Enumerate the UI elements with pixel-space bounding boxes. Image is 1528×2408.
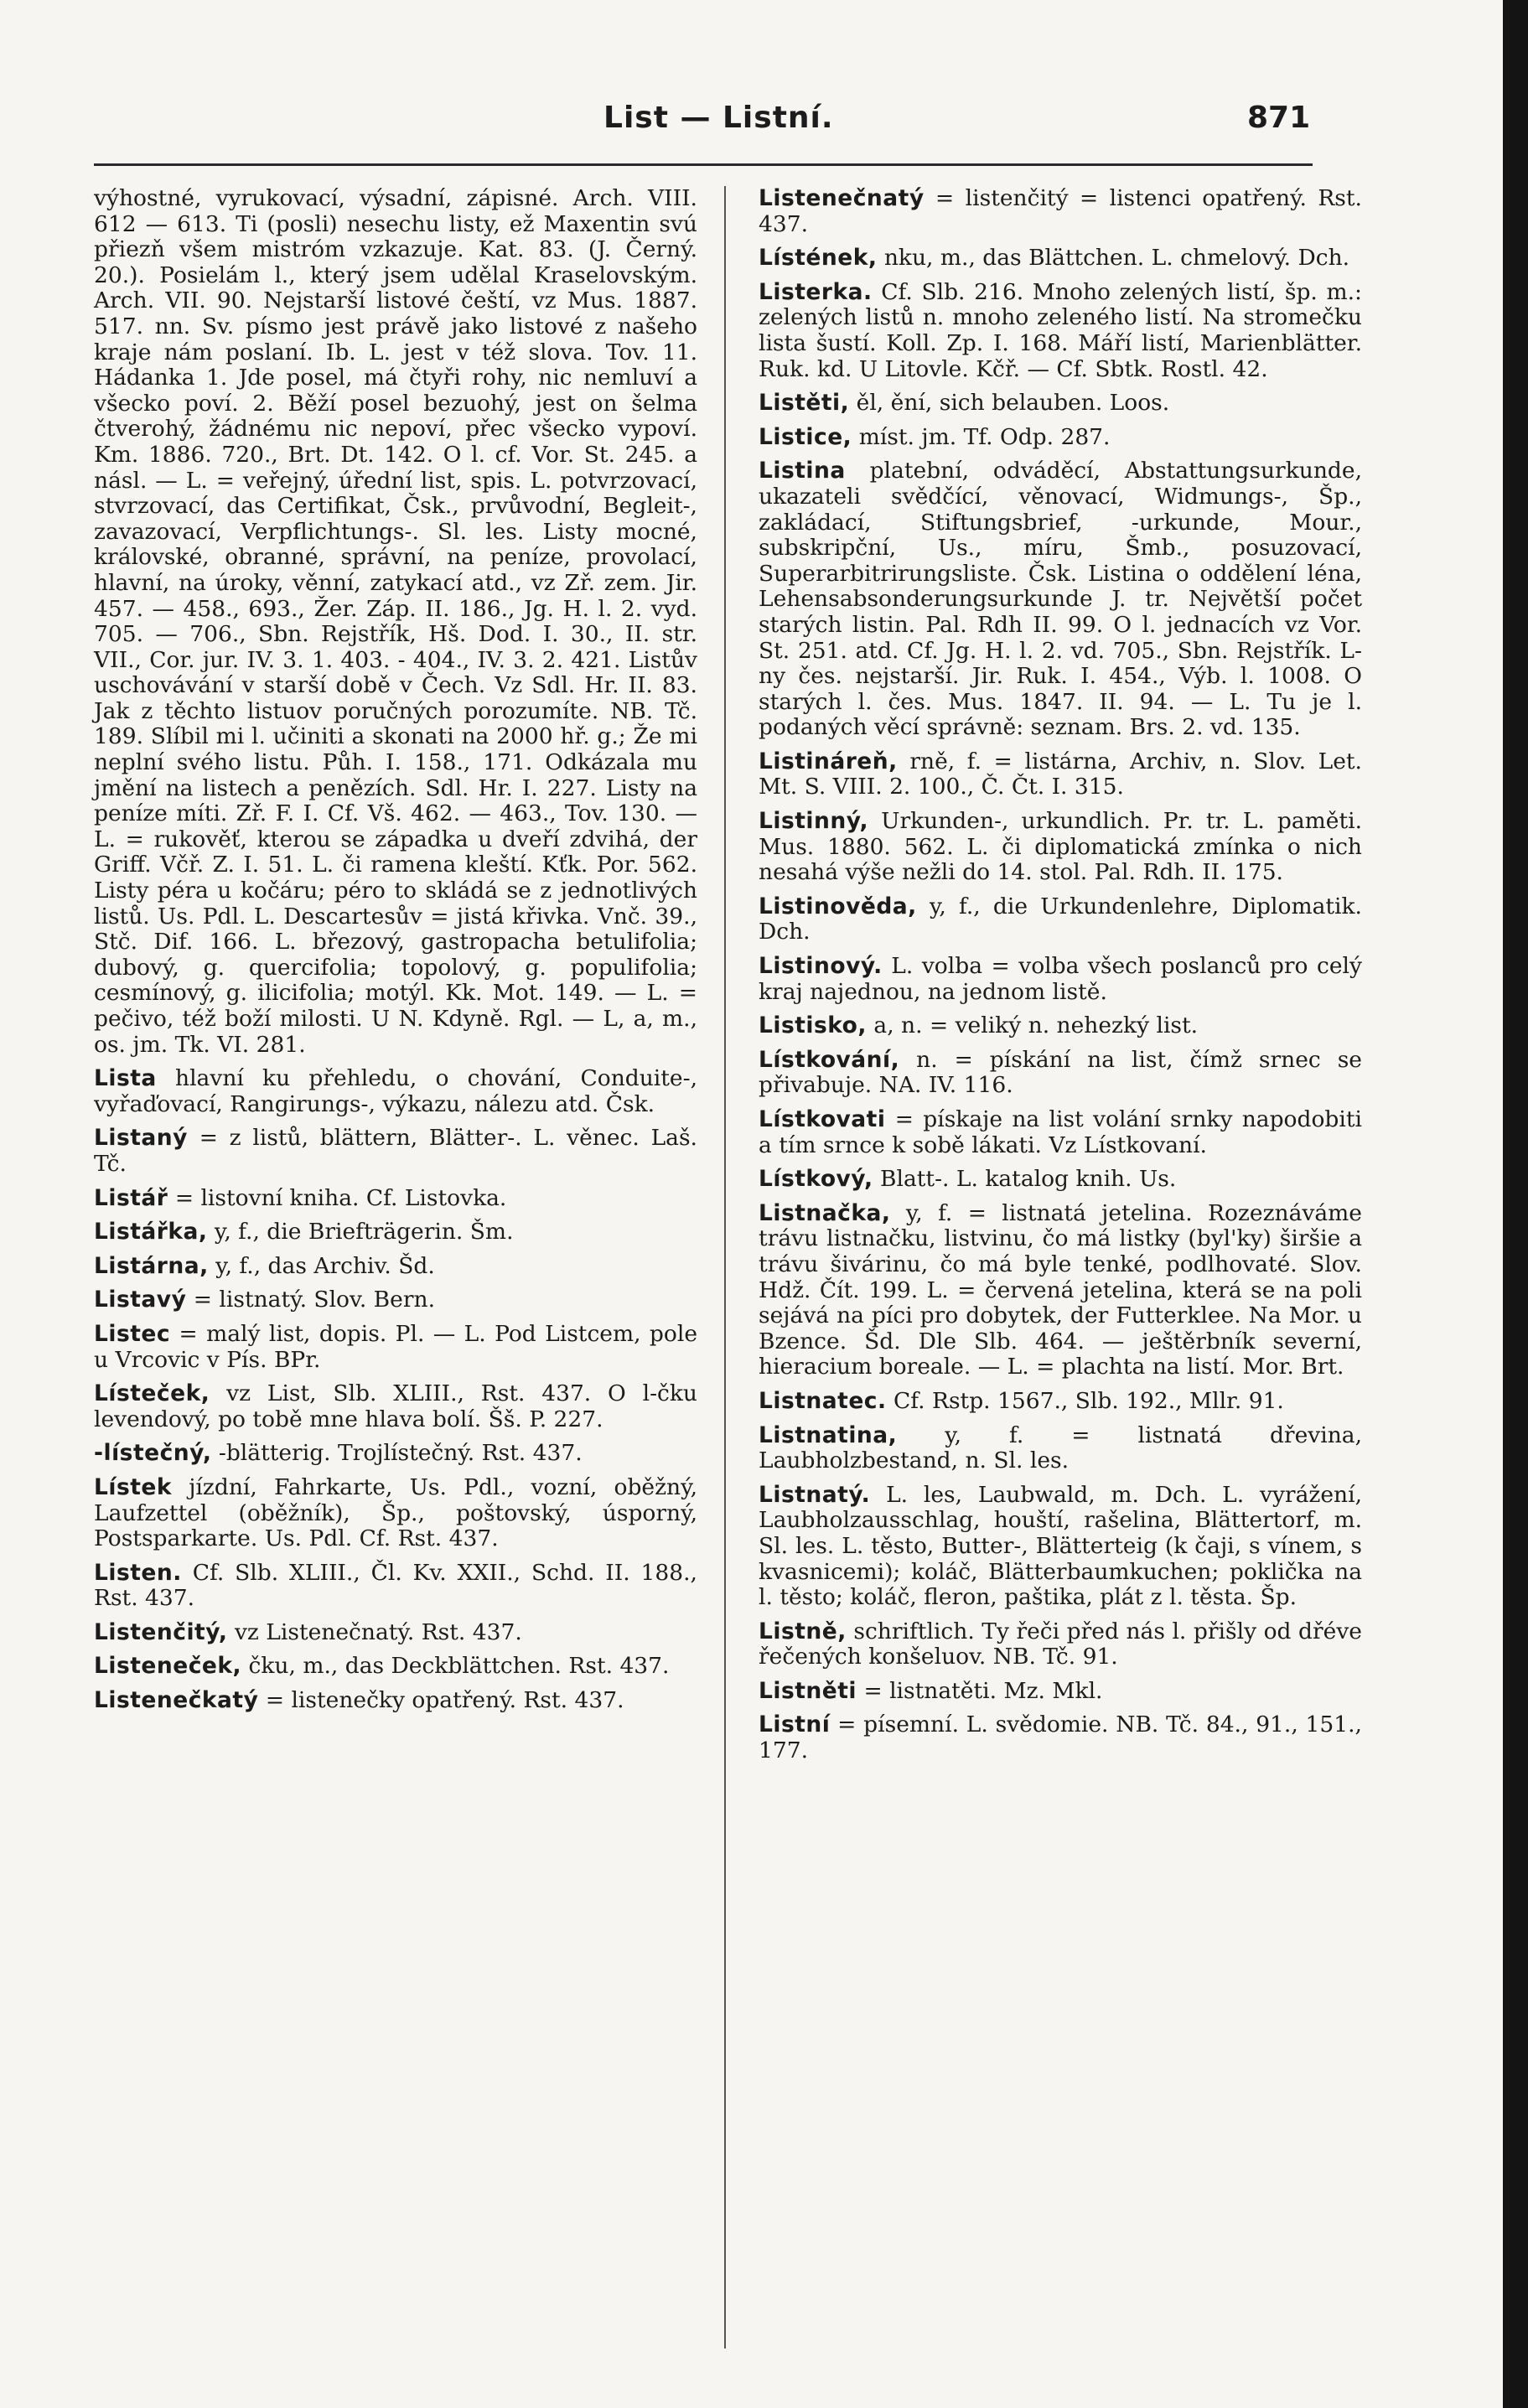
entry-headword: Listně,	[759, 1618, 847, 1644]
entry-text: y, f., die Urkundenlehre, Diplomatik. Dch.	[759, 893, 1362, 945]
dictionary-entry	[94, 1254, 697, 1280]
dictionary-entry	[759, 894, 1362, 945]
entry-headword: Lista	[94, 1065, 157, 1092]
left-column	[94, 186, 697, 1722]
dictionary-entry	[759, 1483, 1362, 1611]
dictionary-entry	[94, 1381, 697, 1432]
right-column	[759, 186, 1362, 1773]
entry-headword: Lístkování,	[759, 1046, 900, 1073]
entry-headword: Listaný	[94, 1125, 188, 1152]
running-head: List — Listní.	[603, 101, 834, 135]
entry-text: nku, m., das Blättchen. L. chmelový. Dch.	[883, 245, 1350, 272]
entry-headword: Listenečkatý	[94, 1687, 259, 1714]
entry-text: ěl, ění, sich belauben. Loos.	[856, 390, 1170, 417]
dictionary-entry	[759, 954, 1362, 1005]
dictionary-entry	[94, 1441, 697, 1467]
entry-headword: Lístkovati	[759, 1106, 886, 1132]
entry-headword: Lísteček,	[94, 1380, 210, 1407]
entry-headword: Listavý	[94, 1287, 187, 1313]
entry-headword: Listerka.	[759, 278, 873, 305]
column-divider	[724, 186, 726, 2348]
entry-headword: Listenečnatý	[759, 185, 925, 211]
dictionary-entry	[759, 1423, 1362, 1474]
entry-headword: Listárna,	[94, 1252, 209, 1279]
entry-text: hlavní ku přehledu, o chování, Conduite-, vyřaďovací, Rangirungs-, výkazu, nálezu atd. Čsk.	[94, 1065, 697, 1117]
dictionary-entry	[759, 1013, 1362, 1039]
entry-text: = listenečky opatřený. Rst. 437.	[265, 1687, 624, 1714]
entry-text: y, f. = listnatá dřevina, Laubholzbestand, n. Sl. les.	[759, 1421, 1362, 1474]
entry-headword: Listní	[759, 1711, 831, 1738]
entry-headword: Listeneček,	[94, 1653, 242, 1680]
entry-headword: Listnatina,	[759, 1421, 898, 1448]
header-rule	[94, 163, 1313, 166]
entry-headword: Listinověda,	[759, 893, 917, 919]
entry-headword: Listina	[759, 458, 846, 484]
dictionary-entry	[94, 1066, 697, 1117]
entry-text: čku, m., das Deckblättchen. Rst. 437.	[248, 1653, 670, 1680]
dictionary-entry	[759, 391, 1362, 417]
entry-headword: -lístečný,	[94, 1440, 212, 1467]
dictionary-entry	[759, 749, 1362, 800]
entry-headword: Listinný,	[759, 808, 869, 835]
entry-text: -blätterig. Trojlístečný. Rst. 437.	[218, 1440, 583, 1467]
entry-text: výhostné, vyrukovací, výsadní, zápisné. Arch. VIII. 612 — 613. Ti (posli) nesechu listy, ež Maxentin svú přiezň všem mistróm vzkazuje. Kat. 83. (J. Černý. 20.). Posielám l., který jsem udělal Kraselovským. Arch. VII. 90. Nejstarší listové čeští, vz Mus. 1887. 517. nn. Sv. písmo jest právě jako listové z našeho kraje nám poslaní. Ib. L. jest v též slova. Tov. 11. Hádanka 1. Jde posel, má čtyři rohy, nic nemluví a všecko poví. 2. Běží posel bezuohý, jest on šelma čtverohý, žádnému nic nepoví, přec všecko vypoví. Km. 1886. 720., Brt. Dt. 142. O l. cf. Vor. St. 245. a násl. — L. = veřejný, úřední list, spis. L. potvrzovací, stvrzovací, das Certifikat, Čsk., prvůvodní, Begleit-, zavazovací, Verpflichtungs-. Sl. les. Listy mocné, královské, obranné, správní, na peníze, provolací, hlavní, na úroky, věnní, zatykací atd., vz Zř. zem. Jir. 457. — 458., 693., Žer. Záp. II. 186., Jg. H. l. 2. vyd. 705. — 706., Sbn. Rejstřík, Hš. Dod. I. 30., II. str. VII., Cor. jur. IV. 3. 1. 403. - 404., IV. 3. 2. 421. Listův uschovávání v starší době v Čech. Vz Sdl. Hr. II. 83. Jak z těchto listuov poručných porozumíte. NB. Tč. 189. Slíbil mi l. učiniti a skonati na 2000 hř. g.; Že mi neplní svého listu. Půh. I. 158., 171. Odkázala mu jmění na listech a penězích. Sdl. Hr. I. 227. Listy na peníze míti. Zř. F. I. Cf. Vš. 462. — 463., Tov. 130. — L. = rukověť, kterou se západka u dveří zdvihá, der Griff. Včř. Z. I. 51. L. či ramena kleští. Kťk. Por. 562. Listy péra u kočáru; péro to skládá se z jednotlivých listů. Us. Pdl. L. Descartesův = jistá křivka. Vnč. 39., Stč. Dif. 166. L. březový, gastropacha betulifolia; dubový, g. quercifolia; topolový, g. populifolia; cesmínový, g. ilicifolia; motýl. Kk. Mot. 149. — L. = pečivo, též boží milosti. U N. Kdyně. Rgl. — L, a, m., os. jm. Tk. VI. 281.	[94, 185, 697, 1058]
entry-text: = pískaje na list volání srnky napodobiti a tím srnce k sobě lákati. Vz Lístkovaní.	[759, 1106, 1362, 1158]
entry-headword: Listen.	[94, 1559, 182, 1586]
dictionary-entry	[759, 1389, 1362, 1415]
dictionary-entry	[759, 1679, 1362, 1705]
entry-text: = listenčitý = listenci opatřený. Rst. 437.	[759, 185, 1362, 237]
entry-text: platební, odváděcí, Abstattungsurkunde, ukazateli svědčící, věnovací, Widmungs-, Šp., zakládací, Stiftungsbrief, -urkunde, Mour., subskripční, Us., míru, Šmb., posuzovací, Superarbitrirungsliste. Čsk. Listina o oddělení léna, Lehensabsonderungsurkunde J. tr. Největší počet starých listin. Pal. Rdh II. 99. O l. jednacích vz Vor. St. 251. atd. Cf. Jg. H. l. 2. vd. 705., Sbn. Rejstřík. L-ny čes. nejstarší. Jir. Ruk. I. 454., Výb. l. 1008. O starých l. čes. Mus. 1847. II. 94. — L. Tu je l. podaných věcí správně: seznam. Brs. 2. vd. 135.	[759, 458, 1362, 741]
entry-headword: Listněti	[759, 1677, 857, 1704]
dictionary-entry	[759, 458, 1362, 741]
entry-text: = z listů, blättern, Blätter-. L. věnec. Laš. Tč.	[94, 1125, 697, 1177]
entry-headword: Listenčitý,	[94, 1618, 228, 1645]
entry-headword: Lístek	[94, 1473, 173, 1500]
dictionary-entry	[759, 1619, 1362, 1670]
page-number: 871	[1247, 101, 1311, 135]
scan-dark-edge	[1503, 0, 1528, 2408]
entry-text: y, f. = listnatá jetelina. Rozeznáváme trávu listnačku, listvinu, čo má listky (byl'ky) širšie a trávu šivárinu, čo má byle tenké, podlhovaté. Slov. Hdž. Čít. 199. L. = červená jetelina, která se na poli sejává na píci pro dobytek, der Futterklee. Na Mor. u Bzence. Šd. Dle Slb. 464. — ještěrbník severní, hieracium boreale. — L. = plachta na listí. Mor. Brt.	[759, 1199, 1362, 1380]
dictionary-entry	[94, 1654, 697, 1680]
dictionary-entry	[94, 1186, 697, 1212]
entry-headword: Listisko,	[759, 1012, 867, 1039]
entry-text: schriftlich. Ty řeči před nás l. přišly od dřéve řečených konšeluov. NB. Tč. 91.	[759, 1618, 1362, 1670]
dictionary-entry	[94, 1475, 697, 1552]
dictionary-entry	[94, 1287, 697, 1313]
entry-text: L. volba = volba všech poslanců pro celý kraj najednou, na jednom listě.	[759, 953, 1362, 1005]
entry-text: Cf. Slb. XLIII., Čl. Kv. XXII., Schd. II. 188., Rst. 437.	[94, 1559, 697, 1612]
dictionary-entry	[94, 1322, 697, 1373]
entry-headword: Listice,	[759, 423, 852, 450]
dictionary-entry	[94, 1620, 697, 1646]
dictionary-entry	[759, 1048, 1362, 1099]
entry-text: = malý list, dopis. Pl. — L. Pod Listcem, pole u Vrcovic v Pís. BPr.	[94, 1320, 697, 1373]
dictionary-entry	[94, 1220, 697, 1245]
entry-headword: Lístének,	[759, 245, 878, 272]
dictionary-entry	[759, 1201, 1362, 1380]
entry-text: rně, f. = listárna, Archiv, n. Slov. Let. Mt. S. VIII. 2. 100., Č. Čt. I. 315.	[759, 748, 1362, 800]
entry-text: y, f., die Briefträgerin. Šm.	[214, 1219, 514, 1245]
entry-text: = listnatý. Slov. Bern.	[193, 1287, 435, 1313]
entry-text: vz List, Slb. XLIII., Rst. 437. O l-čku levendový, po tobě mne hlava bolí. Šš. P. 227.	[94, 1380, 697, 1432]
dictionary-entry	[94, 1688, 697, 1714]
entry-headword: Listinárеň,	[759, 748, 898, 774]
entry-headword: Listnatý.	[759, 1481, 871, 1508]
entry-headword: Listěti,	[759, 390, 850, 417]
entry-text: a, n. = veliký n. nehezký list.	[873, 1012, 1199, 1039]
dictionary-entry	[94, 1126, 697, 1177]
entry-text: Cf. Slb. 216. Mnoho zelených listí, šp. m.: zelených listů n. mnoho zeleného listí. Na stromečku lista šustí. Koll. Zp. I. 168. Máří listí, Marienblätter. Ruk. kd. U Litovle. Kčř. — Cf. Sbtk. Rostl. 42.	[759, 278, 1362, 382]
dictionary-entry	[94, 186, 697, 1058]
entry-headword: Listec	[94, 1320, 171, 1347]
entry-text: y, f., das Archiv. Šd.	[215, 1252, 435, 1279]
entry-text: vz Listenečnatý. Rst. 437.	[234, 1618, 522, 1645]
dictionary-entry	[759, 1167, 1362, 1193]
entry-text: L. les, Laubwald, m. Dch. L. vyrážení, Laubholzausschlag, houští, rašelina, Blättertorf, m. Sl. les. L. těsto, Butter-, Blätterteig (k čaji, s vínem, s kvasnicemi); koláč, Blätterbaumkuchen; poklička na l. těsto; koláč, fleron, paštika, plát z l. těsta. Šp.	[759, 1481, 1362, 1611]
entry-headword: Lístkový,	[759, 1166, 873, 1193]
entry-text: Blatt-. L. katalog knih. Us.	[880, 1166, 1177, 1193]
entry-text: = písemní. L. svědomie. NB. Tč. 84., 91., 151., 177.	[759, 1711, 1362, 1764]
dictionary-entry	[94, 1561, 697, 1612]
entry-text: n. = pískání na list, čímž srnec se přivabuje. NA. IV. 116.	[759, 1046, 1362, 1099]
dictionary-entry	[759, 186, 1362, 237]
entry-text: míst. jm. Tf. Odp. 287.	[858, 423, 1111, 450]
entry-headword: Listinový.	[759, 953, 883, 980]
entry-headword: Listář	[94, 1184, 168, 1211]
dictionary-entry	[759, 280, 1362, 382]
dictionary-entry	[759, 425, 1362, 451]
entry-text: = listovní kniha. Cf. Listovka.	[174, 1184, 507, 1211]
dictionary-entry	[759, 809, 1362, 886]
entry-text: jízdní, Fahrkarte, Us. Pdl., vozní, oběžný, Laufzettel (oběžník), Šp., poštovský, úsporný, Postsparkarte. Us. Pdl. Cf. Rst. 437.	[94, 1473, 697, 1552]
dictionary-entry	[759, 1107, 1362, 1158]
entry-headword: Listářka,	[94, 1219, 208, 1245]
entry-text: Cf. Rstp. 1567., Slb. 192., Mllr. 91.	[893, 1387, 1284, 1414]
entry-text: = listnatěti. Mz. Mkl.	[863, 1677, 1103, 1704]
page-header	[0, 101, 1528, 151]
entry-headword: Listnatec.	[759, 1387, 887, 1414]
entry-headword: Listnačka,	[759, 1199, 891, 1226]
dictionary-entry	[759, 246, 1362, 272]
dictionary-entry	[759, 1712, 1362, 1763]
entry-text: Urkunden-, urkundlich. Pr. tr. L. paměti. Mus. 1880. 562. L. či diplomatická zmínka o nich nesahá výše nežli do 14. stol. Pal. Rdh. II. 175.	[759, 808, 1362, 886]
